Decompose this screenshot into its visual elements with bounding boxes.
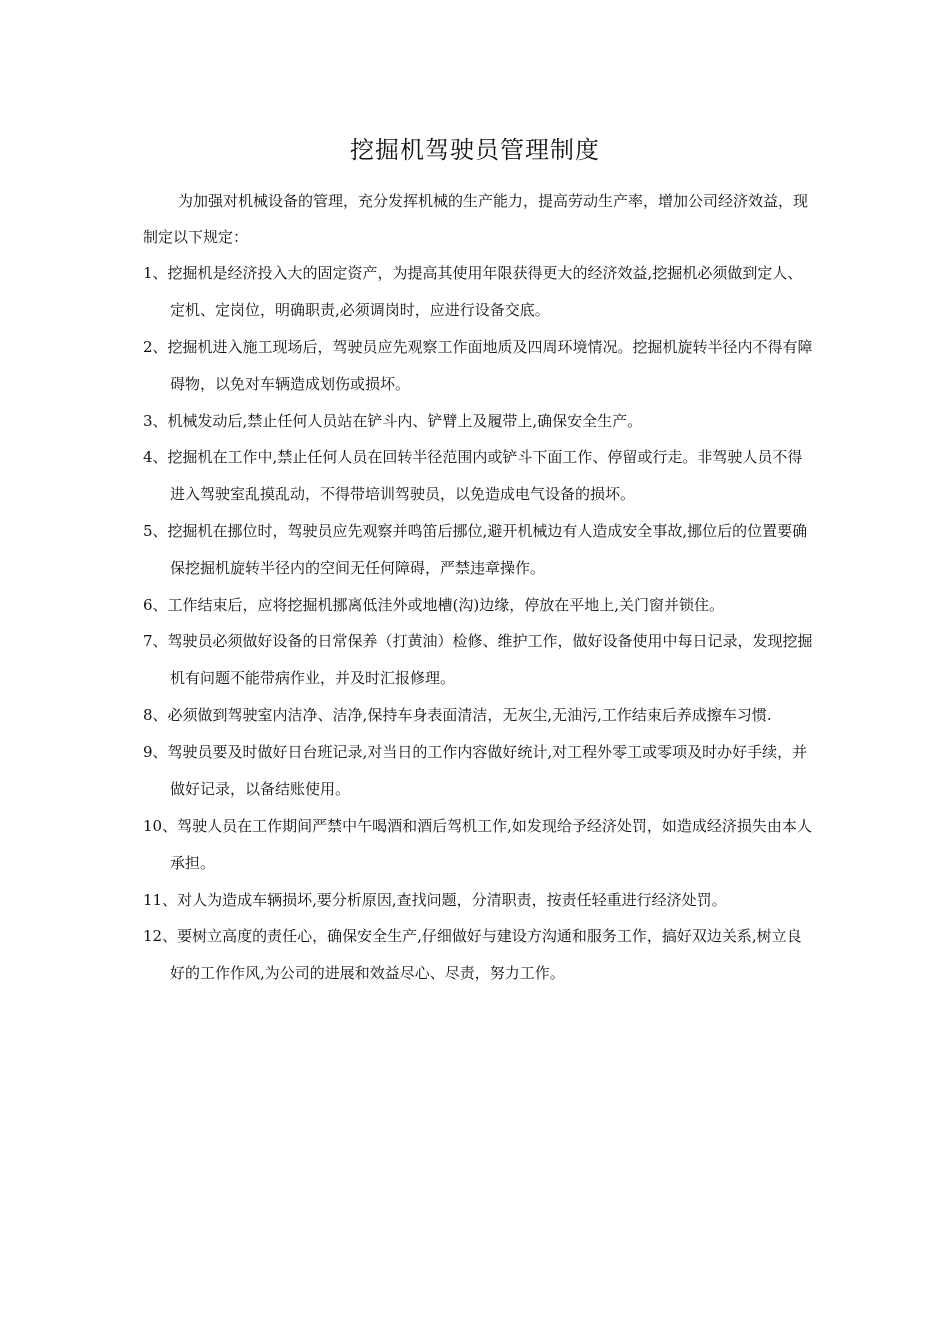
rule-text: 必须做到驾驶室内洁净、洁净,保持车身表面清洁，无灰尘,无油污,工作结束后养成擦车习惯. — [167, 706, 772, 724]
rule-number: 5、 — [143, 522, 168, 540]
rule-text: 对人为造成车辆损坏,要分析原因,查找问题，分清职责，按责任轻重进行经济处罚。 — [177, 891, 727, 909]
rule-item-6 — [143, 587, 815, 623]
rule-item-1 — [143, 255, 815, 329]
intro-paragraph: 为加强对机械设备的管理，充分发挥机械的生产能力，提高劳动生产率，增加公司经济效益，现制定以下规定： — [143, 192, 809, 246]
rule-number: 4、 — [143, 448, 168, 466]
rule-text: 驾驶员要及时做好日台班记录,对当日的工作内容做好统计,对工程外零工或零项及时办好手续，并做好记录，以备结账使用。 — [167, 743, 808, 798]
rule-number: 6、 — [143, 596, 168, 614]
rule-number: 7、 — [143, 632, 168, 650]
rule-item-5 — [143, 513, 815, 587]
rule-number: 12、 — [143, 927, 178, 945]
rule-item-8 — [143, 697, 815, 734]
rule-item-7 — [143, 623, 815, 697]
rule-text: 驾驶人员在工作期间严禁中午喝酒和酒后驾机工作,如发现给予经济处罚，如造成经济损失由本人承担。 — [170, 817, 812, 872]
rule-number: 11、 — [143, 891, 178, 909]
rule-item-9 — [143, 734, 815, 808]
rule-item-3 — [143, 403, 815, 439]
rule-number: 9、 — [143, 743, 168, 761]
rule-item-11 — [143, 882, 815, 918]
rule-number: 3、 — [143, 412, 168, 430]
rule-item-2 — [143, 329, 815, 403]
rule-number: 1、 — [143, 264, 168, 282]
rule-text: 挖掘机是经济投入大的固定资产，为提高其使用年限获得更大的经济效益,挖掘机必须做到定人、定机、定岗位，明确职责,必须调岗时，应进行设备交底。 — [167, 264, 803, 319]
rule-text: 工作结束后，应将挖掘机挪离低洼外或地槽(沟)边缘，停放在平地上,关门窗并锁住。 — [167, 596, 725, 614]
document-title: 挖掘机驾驶员管理制度 — [350, 136, 600, 164]
rule-text: 挖掘机进入施工现场后，驾驶员应先观察工作面地质及四周环境情况。挖掘机旋转半径内不得有障碍物，以免对车辆造成划伤或损坏。 — [167, 338, 813, 393]
rule-text: 机械发动后,禁止任何人员站在铲斗内、铲臂上及履带上,确保安全生产。 — [167, 412, 643, 430]
rule-text: 挖掘机在工作中,禁止任何人员在回转半径范围内或铲斗下面工作、停留或行走。非驾驶人员不得进入驾驶室乱摸乱动，不得带培训驾驶员，以免造成电气设备的损坏。 — [167, 448, 803, 503]
rule-text: 挖掘机在挪位时，驾驶员应先观察并鸣笛后挪位,避开机械边有人造成安全事故,挪位后的位置要确保挖掘机旋转半径内的空间无任何障碍，严禁违章操作。 — [167, 522, 808, 577]
rule-number: 2、 — [143, 338, 168, 356]
rule-text: 驾驶员必须做好设备的日常保养（打黄油）检修、维护工作，做好设备使用中每日记录，发现挖掘机有问题不能带病作业，并及时汇报修理。 — [167, 632, 813, 687]
rule-text: 要树立高度的责任心，确保安全生产,仔细做好与建设方沟通和服务工作，搞好双边关系,树立良好的工作作风,为公司的进展和效益尽心、尽责，努力工作。 — [170, 927, 802, 982]
rule-item-10 — [143, 808, 815, 882]
rule-item-12 — [143, 918, 815, 992]
rule-item-4 — [143, 439, 815, 513]
rule-number: 10、 — [143, 817, 178, 835]
document-body — [143, 183, 815, 992]
rule-number: 8、 — [143, 706, 168, 724]
